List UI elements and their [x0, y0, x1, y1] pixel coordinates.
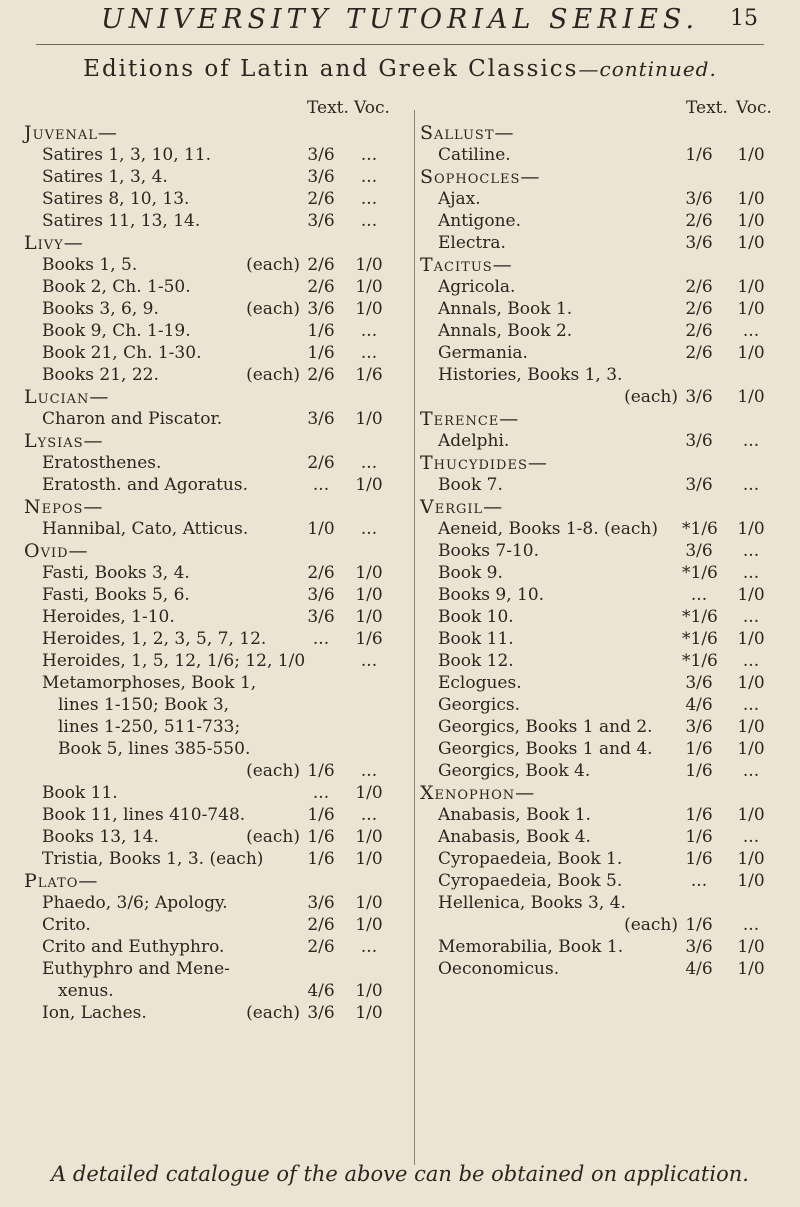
text-price: 3/6: [307, 145, 335, 165]
catalogue-entry: [24, 848, 410, 870]
voc-price: ...: [742, 827, 760, 847]
entry-title: Agricola.: [438, 277, 516, 297]
text-price: 1/6: [307, 849, 335, 869]
entry-title: Cyropaedeia, Book 1.: [438, 849, 623, 869]
author-name: Plato—: [24, 870, 99, 892]
text-price: 2/6: [685, 277, 713, 297]
entry-title: Satires 11, 13, 14.: [42, 211, 201, 231]
catalogue-entry: [420, 320, 782, 342]
entry-title: Georgics, Book 4.: [438, 761, 591, 781]
catalogue-entry: [24, 364, 410, 386]
entry-title: Book 11.: [42, 783, 118, 803]
text-price: 3/6: [685, 673, 713, 693]
entry-title: Charon and Piscator.: [42, 409, 223, 429]
entry-title: Book 12.: [438, 651, 514, 671]
text-price: *1/6: [682, 629, 718, 649]
text-price: 1/6: [685, 827, 713, 847]
author-heading: [420, 496, 782, 518]
voc-price: ...: [742, 915, 760, 935]
voc-price: ...: [742, 761, 760, 781]
right-column: [420, 98, 782, 980]
voc-price: 1/0: [737, 211, 765, 231]
voc-price: ...: [360, 937, 378, 957]
entry-title: Antigone.: [438, 211, 522, 231]
entry-title: Heroides, 1, 2, 3, 5, 7, 12.: [42, 629, 267, 649]
author-name: Sophocles—: [420, 166, 541, 188]
voc-price: 1/0: [355, 277, 383, 297]
entry-title: Book 11.: [438, 629, 514, 649]
voc-price: 1/0: [355, 475, 383, 495]
text-price: 1/6: [307, 761, 335, 781]
voc-price: ...: [742, 321, 760, 341]
text-price: 1/6: [685, 761, 713, 781]
text-price: 1/6: [685, 805, 713, 825]
catalogue-entry: [24, 760, 410, 782]
voc-price: 1/0: [737, 145, 765, 165]
entry-title: Georgics, Books 1 and 4.: [438, 739, 653, 759]
entry-title: Books 3, 6, 9.: [42, 299, 159, 319]
voc-price: 1/0: [737, 959, 765, 979]
entry-title: Annals, Book 1.: [438, 299, 573, 319]
author-heading: [24, 540, 410, 562]
entry-title: Book 21, Ch. 1-30.: [42, 343, 202, 363]
catalogue-entry: [420, 738, 782, 760]
entry-title: Adelphi.: [438, 431, 510, 451]
entry-title: Phaedo, 3/6; Apology.: [42, 893, 228, 913]
catalogue-entry: [420, 804, 782, 826]
author-heading: [420, 408, 782, 430]
entry-title: Book 2, Ch. 1-50.: [42, 277, 191, 297]
catalogue-note: A detailed catalogue of the above can be obtained on application.: [51, 1162, 749, 1186]
text-price: 2/6: [307, 915, 335, 935]
entry-title: Georgics, Books 1 and 2.: [438, 717, 653, 737]
entry-title: Anabasis, Book 1.: [438, 805, 591, 825]
author-name: Nepos—: [24, 496, 104, 518]
voc-price: 1/0: [737, 189, 765, 209]
text-price: 2/6: [307, 937, 335, 957]
catalogue-entry: [24, 298, 410, 320]
text-price: 2/6: [307, 453, 335, 473]
voc-price: ...: [360, 761, 378, 781]
catalogue-entry: [420, 914, 782, 936]
text-price: ...: [690, 871, 708, 891]
entry-title: Book 9.: [438, 563, 503, 583]
each-note: (each): [246, 827, 300, 847]
entry-title: Ajax.: [438, 189, 481, 209]
text-price: 2/6: [307, 189, 335, 209]
author-heading: [420, 166, 782, 188]
author-name: Ovid—: [24, 540, 89, 562]
text-price: 1/6: [685, 849, 713, 869]
voc-price: ...: [360, 805, 378, 825]
catalogue-entry: [24, 738, 410, 760]
voc-price: 1/0: [737, 277, 765, 297]
entry-title: Histories, Books 1, 3.: [438, 365, 623, 385]
entry-title: Books 9, 10.: [438, 585, 545, 605]
entry-title: Hellenica, Books 3, 4.: [438, 893, 626, 913]
author-heading: [24, 870, 410, 892]
text-price: 4/6: [685, 959, 713, 979]
text-column-header: Text.: [307, 98, 349, 118]
running-title: UNIVERSITY TUTORIAL SERIES.: [100, 4, 700, 35]
catalogue-entry: [420, 364, 782, 386]
voc-price: 1/0: [355, 409, 383, 429]
catalogue-entry: [420, 562, 782, 584]
text-price: *1/6: [682, 519, 718, 539]
entry-title: Memorabilia, Book 1.: [438, 937, 624, 957]
catalogue-entry: [24, 474, 410, 496]
entry-title: Crito and Euthyphro.: [42, 937, 225, 957]
entry-title: Books 13, 14.: [42, 827, 159, 847]
text-price: 3/6: [685, 387, 713, 407]
catalogue-entry: [420, 474, 782, 496]
text-price: ...: [312, 783, 330, 803]
entry-title: Metamorphoses, Book 1,: [42, 673, 257, 693]
catalogue-entry: [24, 320, 410, 342]
text-price: 2/6: [685, 211, 713, 231]
text-price: 2/6: [685, 343, 713, 363]
voc-price: ...: [742, 475, 760, 495]
author-name: Lucian—: [24, 386, 110, 408]
catalogue-entry: [24, 980, 410, 1002]
text-price: 2/6: [307, 365, 335, 385]
each-note: (each): [624, 915, 678, 935]
entry-title: Book 11, lines 410-748.: [42, 805, 246, 825]
author-heading: [24, 122, 410, 144]
entry-title: Annals, Book 2.: [438, 321, 573, 341]
text-price: 2/6: [685, 321, 713, 341]
catalogue-entry: [420, 188, 782, 210]
catalogue-entry: [24, 166, 410, 188]
text-column-header: Text.: [686, 98, 728, 118]
voc-price: 1/0: [737, 519, 765, 539]
voc-price: 1/0: [737, 673, 765, 693]
text-price: *1/6: [682, 651, 718, 671]
entry-title: Book 9, Ch. 1-19.: [42, 321, 191, 341]
entry-title: Satires 8, 10, 13.: [42, 189, 190, 209]
voc-price: 1/0: [355, 849, 383, 869]
catalogue-entry: [420, 386, 782, 408]
each-note: (each): [246, 299, 300, 319]
entry-title: Anabasis, Book 4.: [438, 827, 591, 847]
each-note: (each): [246, 255, 300, 275]
catalogue-entry: [24, 408, 410, 430]
text-price: 2/6: [685, 299, 713, 319]
catalogue-entry: [420, 430, 782, 452]
voc-price: ...: [360, 211, 378, 231]
entry-title: lines 1-250, 511-733;: [58, 717, 241, 737]
title-continued: —continued.: [578, 57, 717, 81]
voc-price: ...: [360, 343, 378, 363]
author-heading: [24, 430, 410, 452]
page-number: 15: [730, 6, 758, 31]
catalogue-entry: [420, 672, 782, 694]
catalogue-entry: [420, 518, 782, 540]
author-name: Tacitus—: [420, 254, 513, 276]
catalogue-entry: [420, 650, 782, 672]
catalogue-entry: [420, 276, 782, 298]
voc-price: 1/0: [355, 255, 383, 275]
voc-price: 1/0: [737, 871, 765, 891]
text-price: 3/6: [685, 431, 713, 451]
voc-price: ...: [742, 607, 760, 627]
entry-title: Oeconomicus.: [438, 959, 560, 979]
catalogue-entry: [420, 210, 782, 232]
each-note: (each): [246, 1003, 300, 1023]
catalogue-entry: [24, 628, 410, 650]
text-price: 1/6: [685, 915, 713, 935]
entry-title: Books 7-10.: [438, 541, 539, 561]
voc-price: 1/0: [737, 585, 765, 605]
catalogue-entry: [420, 716, 782, 738]
catalogue-entry: [24, 782, 410, 804]
each-note: (each): [246, 761, 300, 781]
text-price: 1/0: [307, 519, 335, 539]
entry-title: Catiline.: [438, 145, 511, 165]
catalogue-entry: [24, 826, 410, 848]
author-heading: [24, 232, 410, 254]
voc-price: ...: [742, 651, 760, 671]
catalogue-entry: [24, 518, 410, 540]
voc-price: 1/0: [737, 629, 765, 649]
voc-column-header: Voc.: [354, 98, 390, 118]
author-name: Thucydides—: [420, 452, 548, 474]
author-name: Vergil—: [420, 496, 504, 518]
entry-title: lines 1-150; Book 3,: [58, 695, 230, 715]
voc-price: 1/0: [355, 783, 383, 803]
catalogue-entry: [420, 826, 782, 848]
entry-title: Georgics.: [438, 695, 520, 715]
text-price: 2/6: [307, 277, 335, 297]
voc-price: 1/6: [355, 629, 383, 649]
catalogue-entry: [24, 606, 410, 628]
catalogue-entry: [420, 540, 782, 562]
text-price: ...: [690, 585, 708, 605]
catalogue-entry: [24, 958, 410, 980]
text-price: 1/6: [307, 805, 335, 825]
text-price: 3/6: [307, 1003, 335, 1023]
entry-title: Fasti, Books 3, 4.: [42, 563, 190, 583]
author-name: Juvenal—: [24, 122, 118, 144]
title-main: Editions of Latin and Greek Classics: [83, 56, 579, 82]
left-column: [24, 98, 410, 1024]
entry-title: Eratosth. and Agoratus.: [42, 475, 248, 495]
catalogue-entry: [24, 914, 410, 936]
text-price: 4/6: [307, 981, 335, 1001]
catalogue-entry: [420, 298, 782, 320]
voc-price: ...: [360, 189, 378, 209]
entry-title: Heroides, 1, 5, 12, 1/6; 12, 1/0: [42, 651, 306, 671]
entry-title: Germania.: [438, 343, 528, 363]
text-price: 1/6: [685, 739, 713, 759]
text-price: 4/6: [685, 695, 713, 715]
catalogue-entry: [24, 672, 410, 694]
voc-price: 1/0: [737, 299, 765, 319]
text-price: 1/6: [685, 145, 713, 165]
text-price: 3/6: [685, 189, 713, 209]
entry-title: Cyropaedeia, Book 5.: [438, 871, 623, 891]
author-heading: [24, 496, 410, 518]
entry-title: Heroides, 1-10.: [42, 607, 175, 627]
text-price: 3/6: [307, 585, 335, 605]
author-name: Livy—: [24, 232, 84, 254]
entry-title: Book 10.: [438, 607, 514, 627]
voc-price: 1/0: [355, 299, 383, 319]
text-price: 1/6: [307, 343, 335, 363]
text-price: ...: [312, 475, 330, 495]
entry-title: Book 5, lines 385-550.: [58, 739, 251, 759]
catalogue-entry: [24, 892, 410, 914]
text-price: 3/6: [685, 937, 713, 957]
catalogue-entry: [420, 936, 782, 958]
voc-price: ...: [360, 167, 378, 187]
text-price: 3/6: [307, 607, 335, 627]
entry-title: Books 21, 22.: [42, 365, 159, 385]
voc-price: 1/0: [355, 981, 383, 1001]
voc-price: ...: [742, 695, 760, 715]
text-price: 2/6: [307, 563, 335, 583]
left-column-headers: [24, 98, 410, 122]
voc-price: 1/0: [355, 563, 383, 583]
text-price: 1/6: [307, 321, 335, 341]
text-price: 3/6: [685, 233, 713, 253]
catalogue-entry: [420, 958, 782, 980]
text-price: ...: [312, 629, 330, 649]
entry-title: Electra.: [438, 233, 506, 253]
entry-title: Euthyphro and Mene-: [42, 959, 230, 979]
catalogue-entry: [24, 452, 410, 474]
catalogue-entry: [420, 848, 782, 870]
author-heading: [24, 386, 410, 408]
catalogue-entry: [24, 650, 410, 672]
voc-price: 1/0: [737, 717, 765, 737]
text-price: *1/6: [682, 607, 718, 627]
catalogue-entry: [420, 870, 782, 892]
catalogue-entry: [24, 1002, 410, 1024]
voc-column-header: Voc.: [736, 98, 772, 118]
catalogue-entry: [24, 804, 410, 826]
voc-price: 1/0: [355, 1003, 383, 1023]
voc-price: 1/0: [737, 233, 765, 253]
text-price: 3/6: [307, 299, 335, 319]
catalogue-entry: [24, 694, 410, 716]
voc-price: ...: [360, 651, 378, 671]
catalogue-entry: [420, 628, 782, 650]
voc-price: 1/0: [737, 937, 765, 957]
catalogue-entry: [24, 716, 410, 738]
catalogue-entry: [24, 936, 410, 958]
each-note: (each): [246, 365, 300, 385]
entry-title: Fasti, Books 5, 6.: [42, 585, 190, 605]
author-heading: [420, 782, 782, 804]
entry-title: Book 7.: [438, 475, 503, 495]
voc-price: ...: [360, 453, 378, 473]
entry-title: Satires 1, 3, 10, 11.: [42, 145, 212, 165]
voc-price: 1/0: [355, 607, 383, 627]
entry-title: xenus.: [58, 981, 114, 1001]
catalogue-entry: [420, 584, 782, 606]
text-price: 3/6: [307, 409, 335, 429]
entry-title: Aeneid, Books 1-8. (each): [438, 519, 658, 539]
author-heading: [420, 452, 782, 474]
voc-price: 1/0: [737, 739, 765, 759]
voc-price: 1/0: [737, 805, 765, 825]
voc-price: 1/0: [355, 585, 383, 605]
text-price: 3/6: [307, 893, 335, 913]
catalogue-entry: [420, 606, 782, 628]
voc-price: 1/6: [355, 365, 383, 385]
entry-title: Eratosthenes.: [42, 453, 162, 473]
voc-price: ...: [360, 519, 378, 539]
text-price: 3/6: [685, 541, 713, 561]
catalogue-entry: [24, 584, 410, 606]
text-price: 3/6: [307, 211, 335, 231]
text-price: 3/6: [685, 475, 713, 495]
catalogue-entry: [24, 188, 410, 210]
author-name: Terence—: [420, 408, 520, 430]
catalogue-entry: [420, 892, 782, 914]
author-name: Sallust—: [420, 122, 515, 144]
author-heading: [420, 122, 782, 144]
each-note: (each): [624, 387, 678, 407]
voc-price: 1/0: [355, 915, 383, 935]
text-price: 3/6: [307, 167, 335, 187]
author-name: Xenophon—: [420, 782, 536, 804]
catalogue-entry: [420, 232, 782, 254]
entry-title: Eclogues.: [438, 673, 522, 693]
catalogue-entry: [24, 210, 410, 232]
catalogue-entry: [420, 694, 782, 716]
voc-price: ...: [742, 563, 760, 583]
voc-price: ...: [742, 431, 760, 451]
entry-title: Satires 1, 3, 4.: [42, 167, 168, 187]
catalogue-entry: [24, 562, 410, 584]
voc-price: ...: [360, 321, 378, 341]
entry-title: Tristia, Books 1, 3. (each): [42, 849, 264, 869]
voc-price: ...: [360, 145, 378, 165]
voc-price: 1/0: [355, 827, 383, 847]
column-divider: [414, 110, 415, 1165]
voc-price: 1/0: [737, 343, 765, 363]
catalogue-entry: [24, 342, 410, 364]
catalogue-entry: [24, 254, 410, 276]
author-name: Lysias—: [24, 430, 104, 452]
entry-title: Books 1, 5.: [42, 255, 138, 275]
entry-title: Ion, Laches.: [42, 1003, 147, 1023]
text-price: *1/6: [682, 563, 718, 583]
catalogue-entry: [420, 760, 782, 782]
right-column-headers: [420, 98, 782, 122]
voc-price: ...: [742, 541, 760, 561]
voc-price: 1/0: [355, 893, 383, 913]
catalogue-entry: [24, 276, 410, 298]
catalogue-entry: [24, 144, 410, 166]
page-title: [0, 56, 800, 82]
page-header: [0, 0, 800, 50]
entry-title: Crito.: [42, 915, 91, 935]
text-price: 1/6: [307, 827, 335, 847]
text-price: 3/6: [685, 717, 713, 737]
catalogue-entry: [420, 342, 782, 364]
voc-price: 1/0: [737, 849, 765, 869]
text-price: 2/6: [307, 255, 335, 275]
catalogue-entry: [420, 144, 782, 166]
header-rule: [36, 44, 764, 45]
voc-price: 1/0: [737, 387, 765, 407]
entry-title: Hannibal, Cato, Atticus.: [42, 519, 249, 539]
author-heading: [420, 254, 782, 276]
